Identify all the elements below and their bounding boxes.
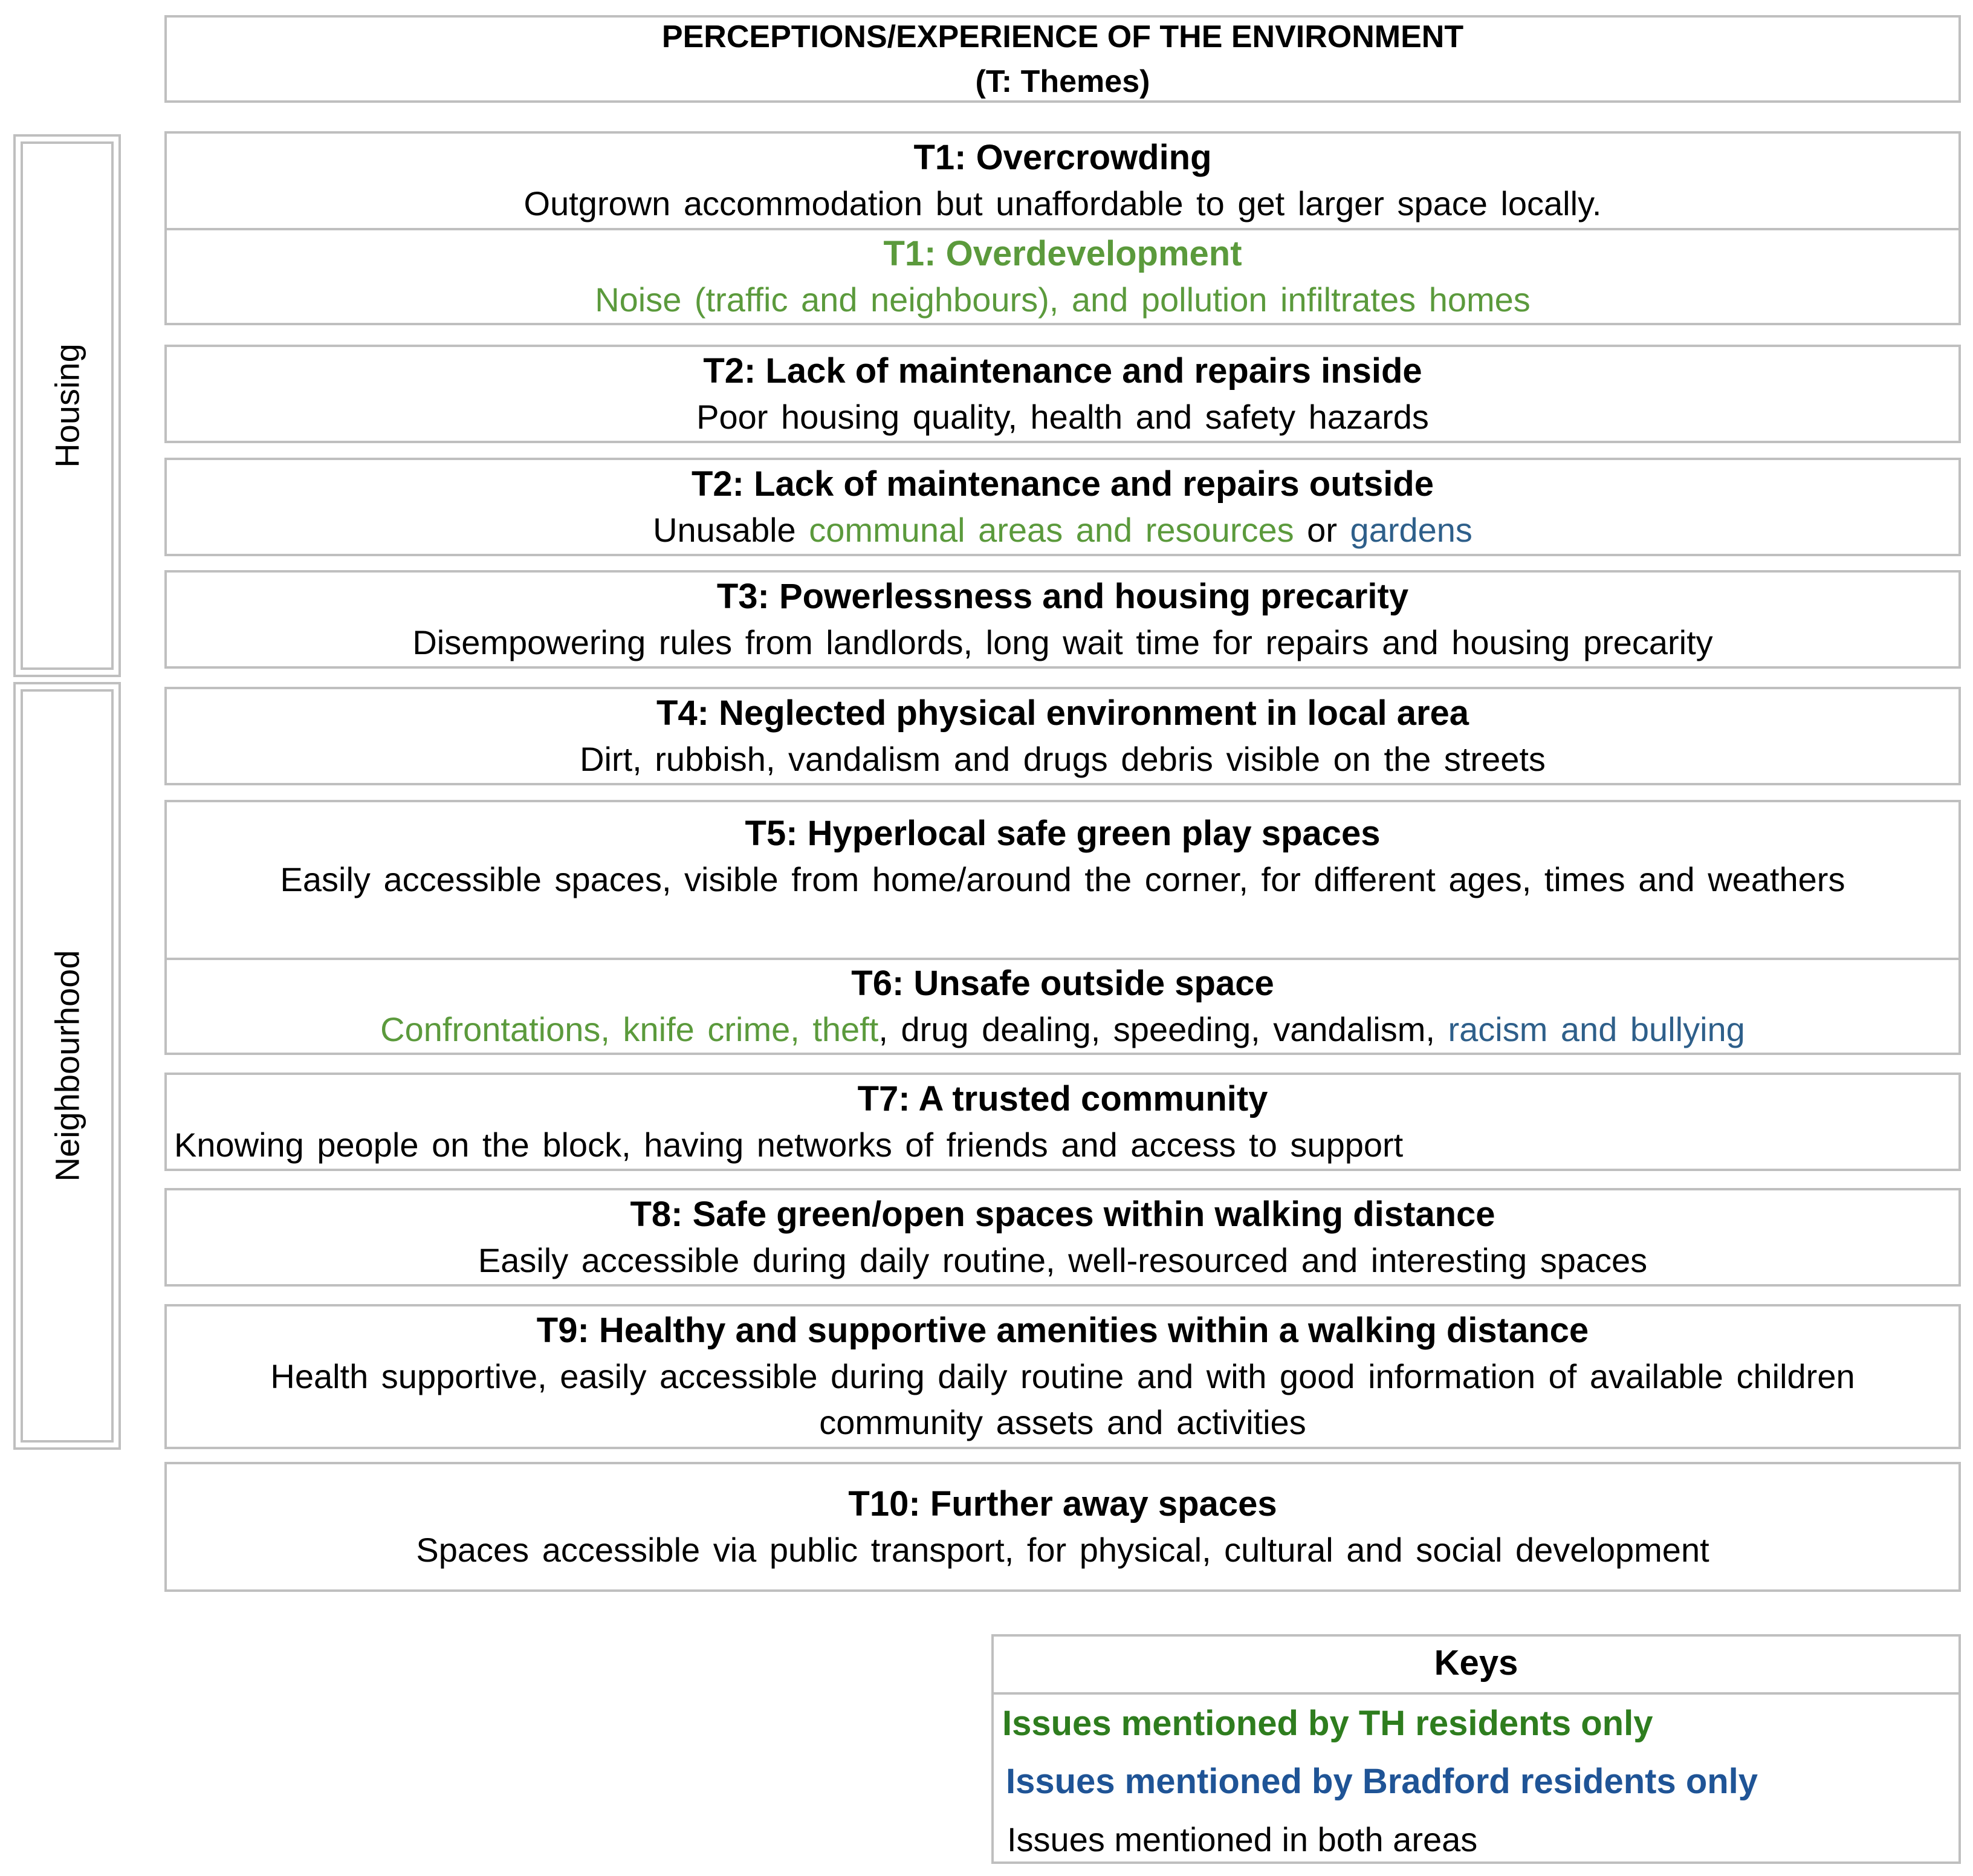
desc-th-only: communal areas and resources [809, 510, 1294, 549]
theme-title: T9: Healthy and supportive amenities within a walking distance [536, 1311, 1589, 1350]
desc-both: , drug dealing, speeding, vandalism, [878, 1010, 1448, 1048]
theme-t5 [164, 800, 1961, 960]
theme-t8 [164, 1188, 1961, 1287]
neighbourhood-label: Neighbourhood [48, 950, 86, 1182]
theme-title: T2: Lack of maintenance and repairs outside [692, 464, 1434, 504]
key-bradford-only: Issues mentioned by Bradford residents only [1006, 1762, 1758, 1801]
key-both-areas: Issues mentioned in both areas [1007, 1820, 1478, 1858]
theme-description: Knowing people on the block, having networks of friends and access to support [174, 1125, 1404, 1164]
theme-title: T3: Powerlessness and housing precarity [716, 576, 1409, 616]
diagram-title: PERCEPTIONS/EXPERIENCE OF THE ENVIRONMENT [661, 19, 1464, 54]
theme-t3 [164, 570, 1961, 669]
theme-description: Disempowering rules from landlords, long wait time for repairs and housing precarity [412, 623, 1713, 661]
theme-description [380, 1007, 1745, 1053]
theme-description: Outgrown accommodation but unaffordable to get larger space locally. [523, 184, 1602, 222]
theme-title: T2: Lack of maintenance and repairs inside [703, 351, 1422, 391]
theme-t2-inside [164, 345, 1961, 443]
desc-bradford-only: gardens [1350, 510, 1472, 549]
theme-t1-overdevelopment [164, 228, 1961, 325]
theme-t2-outside [164, 458, 1961, 556]
theme-t4 [164, 687, 1961, 785]
theme-t6 [164, 958, 1961, 1055]
theme-t1-overcrowding [164, 131, 1961, 230]
keys-title: Keys [994, 1637, 1958, 1695]
theme-title: T4: Neglected physical environment in local area [656, 693, 1469, 733]
theme-title: T8: Safe green/open spaces within walking distance [630, 1194, 1495, 1234]
theme-title: T7: A trusted community [857, 1079, 1268, 1118]
theme-description [653, 507, 1472, 553]
theme-description: Health supportive, easily accessible during daily routine and with good information of available children community assets and activities [270, 1357, 1855, 1441]
desc-bradford-only: racism and bullying [1448, 1010, 1745, 1048]
theme-description: Poor housing quality, health and safety hazards [696, 397, 1429, 436]
theme-title: T10: Further away spaces [848, 1484, 1277, 1524]
desc-both: Unusable [653, 510, 809, 549]
theme-description: Dirt, rubbish, vandalism and drugs debris visible on the streets [580, 739, 1546, 778]
theme-t9 [164, 1304, 1961, 1449]
theme-description: Easily accessible spaces, visible from home/around the corner, for different ages, times and weathers [280, 860, 1845, 898]
neighbourhood-group [13, 682, 121, 1450]
theme-t10 [164, 1462, 1961, 1592]
housing-group [13, 134, 121, 677]
theme-t7 [164, 1073, 1961, 1171]
desc-both: or [1294, 510, 1350, 549]
theme-description: Easily accessible during daily routine, well-resourced and interesting spaces [478, 1241, 1648, 1279]
theme-title: T5: Hyperlocal safe green play spaces [745, 814, 1381, 853]
desc-th-only: Confrontations, knife crime, theft [380, 1010, 879, 1048]
diagram-subtitle: (T: Themes) [975, 63, 1150, 99]
theme-title: T6: Unsafe outside space [851, 963, 1274, 1003]
key-th-only: Issues mentioned by TH residents only [1002, 1704, 1653, 1743]
keys-legend [991, 1634, 1961, 1864]
theme-title: T1: Overdevelopment [883, 233, 1242, 273]
theme-title: T1: Overcrowding [913, 138, 1212, 177]
theme-description: Spaces accessible via public transport, for physical, cultural and social development [416, 1530, 1709, 1569]
housing-label: Housing [48, 343, 86, 468]
diagram-header [164, 15, 1961, 103]
theme-description: Noise (traffic and neighbours), and pollution infiltrates homes [595, 280, 1531, 319]
